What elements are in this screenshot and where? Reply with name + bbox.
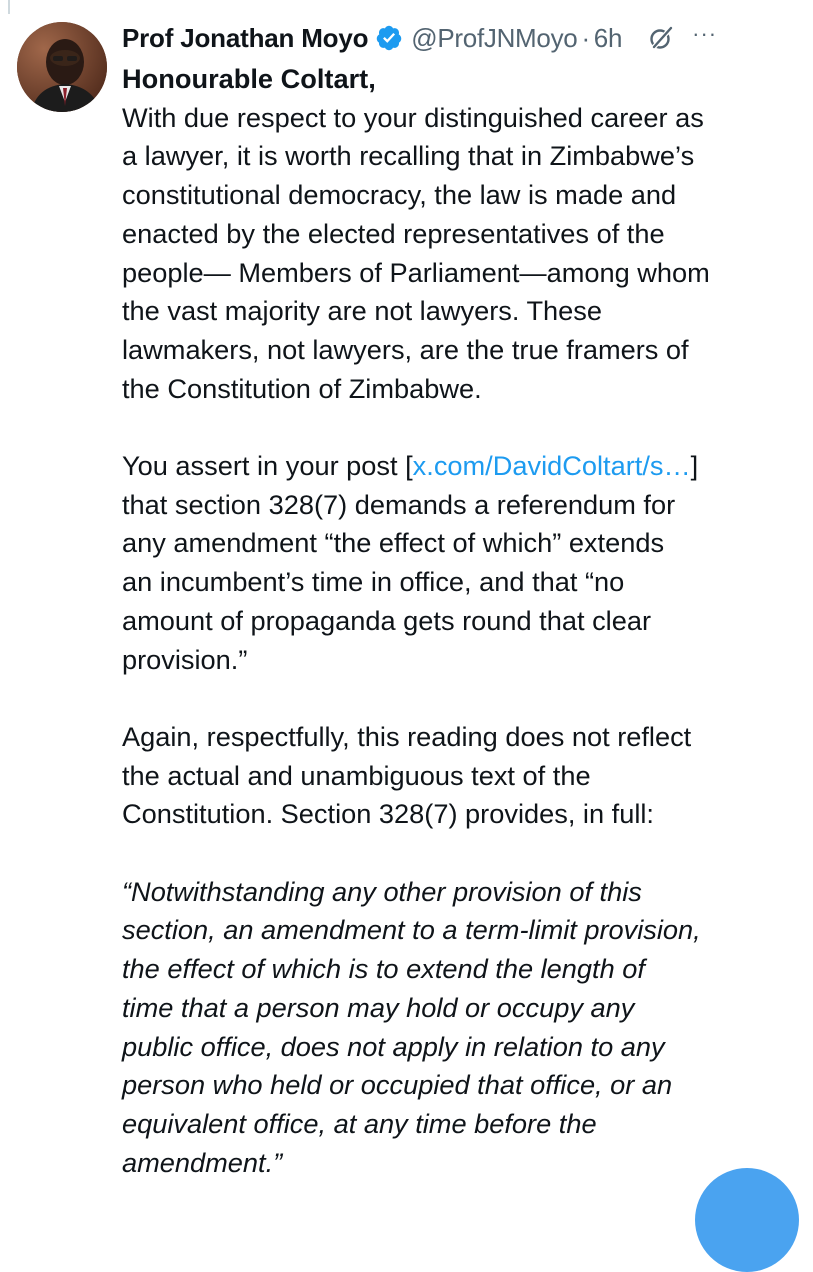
post-link[interactable]: x.com/DavidColtart/s… (412, 450, 691, 482)
thread-connector-line (8, 0, 10, 14)
avatar[interactable] (17, 22, 107, 112)
more-options-icon[interactable]: ··· (692, 21, 718, 46)
paragraph-2-lead: You assert in your post [ (122, 450, 413, 482)
author-handle[interactable]: @ProfJNMoyo (411, 22, 578, 53)
post-paragraph-1: With due respect to your distinguished career as a lawyer, it is worth recalling that in Zimbabwe’s constitutional democracy, the law is made and enacted by the elected representatives of the people— Members of Parliament—among whom the vast majority are not lawyers. These lawmakers, not lawyers, are the true framers of the Constitution of Zimbabwe. (122, 101, 710, 404)
post-header (122, 18, 802, 58)
post-greeting: Honourable Coltart, (122, 63, 376, 94)
verified-badge-icon (375, 24, 403, 52)
grok-icon[interactable] (648, 25, 674, 51)
post-timestamp[interactable]: 6h (593, 22, 623, 53)
post-text (122, 60, 802, 1182)
paragraph-2-rest: ] that section 328(7) demands a referendum for any amendment “the effect of which” extends an incumbent’s time in office, and that “no amount of propaganda gets round that clear provision.” (122, 450, 699, 675)
header-separator: · (581, 22, 590, 53)
post-paragraph-2 (122, 447, 802, 679)
author-name[interactable]: Prof Jonathan Moyo (122, 22, 369, 53)
post-paragraph-3: Again, respectfully, this reading does not reflect the actual and unambiguous text of the Constitution. Section 328(7) provides, in full: (122, 720, 692, 830)
compose-button[interactable] (695, 1168, 799, 1272)
constitution-quote: “Notwithstanding any other provision of this section, an amendment to a term-limit provision, the effect of which is to extend the length of time that a person may hold or occupy any public office, does not apply in relation to any person who held or occupied that office, or an equivalent office, at any time before the amendment.” (122, 875, 701, 1178)
